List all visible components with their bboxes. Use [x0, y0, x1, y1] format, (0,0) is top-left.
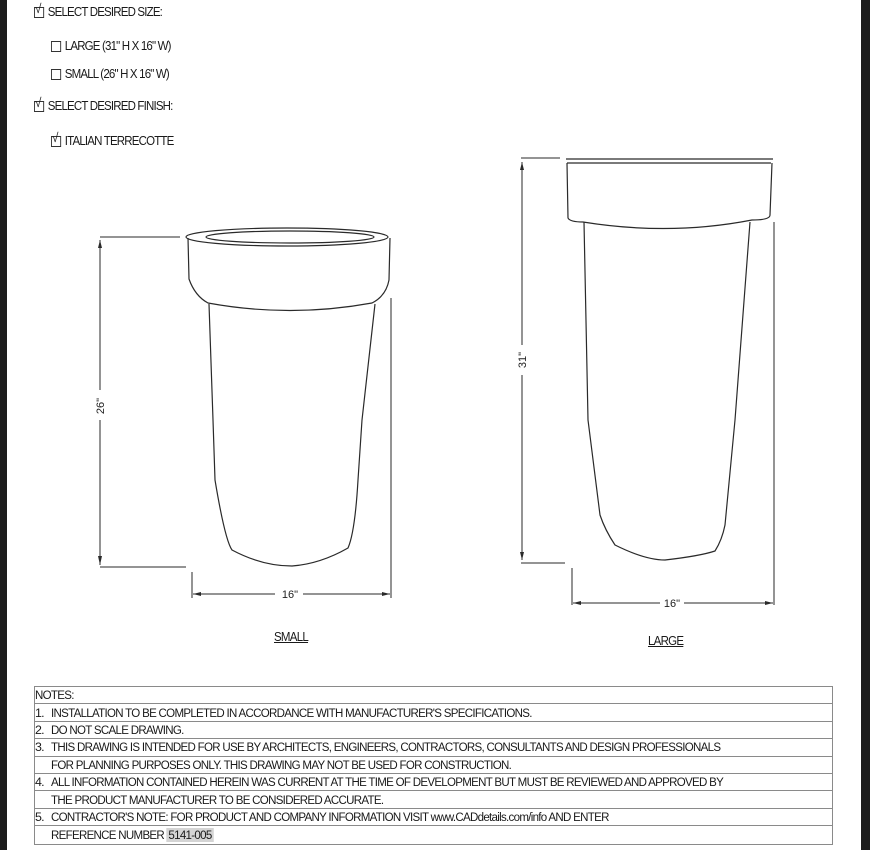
note-text: DO NOT SCALE DRAWING.: [51, 722, 184, 737]
note-text: ALL INFORMATION CONTAINED HEREIN WAS CURRENT AT THE TIME OF DEVELOPMENT BUT MUST BE REVIEWED AND APPROVED BY: [51, 775, 724, 790]
size-small-label: SMALL (26" H X 16" W): [64, 67, 169, 81]
small-width-dim: 16": [281, 589, 299, 601]
note-row: [35, 704, 832, 721]
notes-title: NOTES:: [35, 688, 74, 703]
reference-label: REFERENCE NUMBER: [51, 827, 167, 842]
small-height-dim: 26": [95, 397, 107, 415]
note-row: [35, 826, 832, 843]
size-heading-label: SELECT DESIRED SIZE:: [47, 5, 163, 19]
note-text: FOR PLANNING PURPOSES ONLY. THIS DRAWING MAY NOT BE USED FOR CONSTRUCTION.: [51, 757, 512, 772]
note-number: 2.: [35, 722, 44, 737]
finish-terracotta-label: ITALIAN TERRECOTTE: [64, 134, 174, 148]
note-text: THIS DRAWING IS INTENDED FOR USE BY ARCHITECTS, ENGINEERS, CONTRACTORS, CONSULTANTS AND DESIGN PROFESSIONALS: [51, 740, 721, 755]
large-dimensions: [521, 158, 774, 605]
checkbox-checked-icon[interactable]: √: [34, 101, 44, 112]
notes-title-row: [35, 687, 832, 704]
note-row: [35, 722, 832, 739]
note-text: INSTALLATION TO BE COMPLETED IN ACCORDANCE WITH MANUFACTURER'S SPECIFICATIONS.: [51, 705, 532, 720]
note-row: [35, 757, 832, 774]
note-text: [51, 828, 213, 842]
note-row: [35, 739, 832, 756]
note-text: CONTRACTOR'S NOTE: FOR PRODUCT AND COMPANY INFORMATION VISIT www.CADdetails.com/info AND ENTER: [51, 809, 609, 824]
large-caption: LARGE: [648, 634, 684, 648]
checkbox-checked-icon[interactable]: √: [34, 7, 44, 18]
checkbox-checked-icon[interactable]: √: [51, 136, 61, 147]
note-row: [35, 809, 832, 826]
note-number: 5.: [35, 809, 44, 824]
large-planter-outline: [566, 159, 773, 560]
size-large-label: LARGE (31" H X 16" W): [64, 39, 171, 53]
large-height-dim: 31": [517, 351, 529, 369]
reference-number[interactable]: 5141-005: [168, 827, 212, 842]
large-width-dim: 16": [663, 598, 681, 610]
notes-table: [34, 686, 833, 845]
note-row: [35, 774, 832, 791]
small-caption: SMALL: [274, 630, 309, 644]
note-text: THE PRODUCT MANUFACTURER TO BE CONSIDERED ACCURATE.: [51, 792, 384, 807]
note-row: [35, 791, 832, 808]
small-dimensions: [100, 237, 391, 598]
finish-heading-label: SELECT DESIRED FINISH:: [47, 99, 173, 113]
note-number: 3.: [35, 740, 44, 755]
small-planter-outline: [186, 228, 390, 566]
note-number: 4.: [35, 775, 44, 790]
note-number: 1.: [35, 705, 44, 720]
